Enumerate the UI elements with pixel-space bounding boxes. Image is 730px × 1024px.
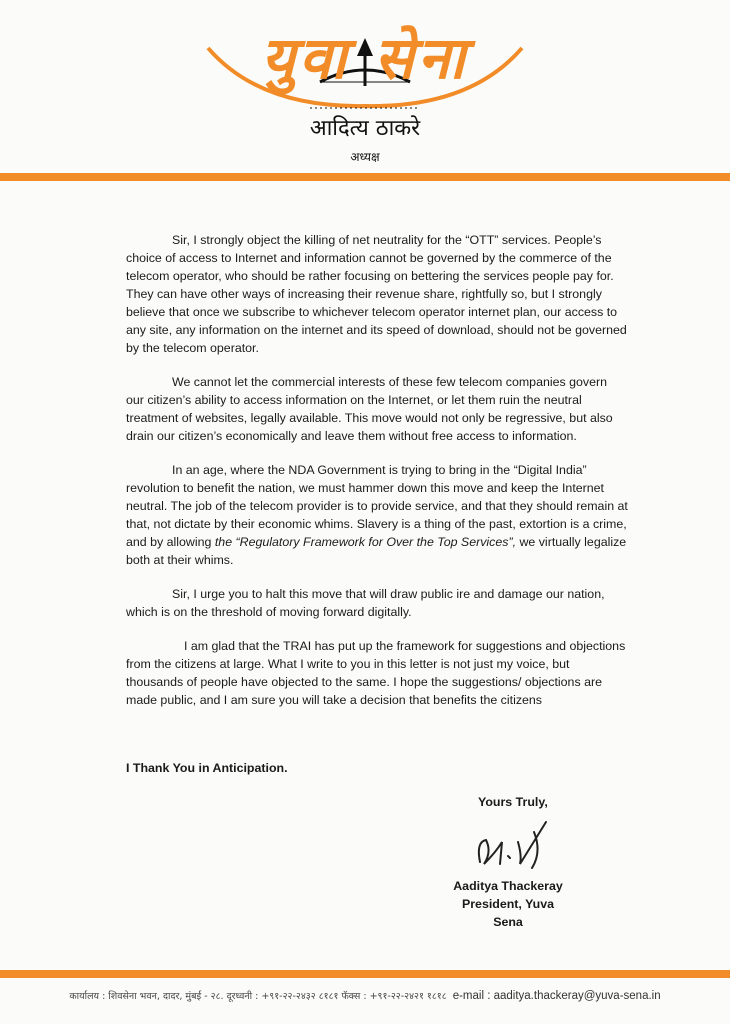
paragraph-1: Sir, I strongly object the killing of net neutrality for the “OTT” services. People’s choice of access to Internet and information cannot be governed by the commerce of the telecom operator, who should be rather focusing on bettering the services people pay for. They can have other ways of increasing their revenue share, rightfully so, but I strongly believe that once we subscribe to whichever telecom operator internet plan, our access to any site, any information on the internet and its speed of download, should not be governed by the telecom operator. (126, 233, 627, 355)
signer-block (446, 877, 570, 931)
footer-address: कार्यालय : शिवसेना भवन, दादर, मुंबई - २८. दूरध्वनी : +९१-२२-२४३२ ८१८१ फॅक्स : +९१-२२-२४२१ १८१८ (69, 991, 447, 1002)
footer-email: e-mail : aaditya.thackeray@yuva-sena.in (452, 990, 661, 1002)
letter-body (126, 231, 628, 725)
top-divider (0, 173, 730, 181)
paragraph-3 (126, 461, 628, 569)
paragraph-3-italic: the “Regulatory Framework for Over the Top Services”, (214, 535, 517, 549)
letterhead-name: आदित्य ठाकरे (309, 116, 421, 141)
letterhead (0, 0, 730, 190)
footer (0, 989, 730, 1002)
thanks-line: I Thank You in Anticipation. (126, 761, 288, 775)
logo-text: युवा सेना (261, 24, 469, 92)
yuva-sena-logo (200, 8, 530, 108)
paragraph-3-text: In an age, where the NDA Government is trying to bring in the “Digital India” revolution to benefit the nation, we must hammer down this move and keep the Internet neutral. The job of the telecom provider is to provide service, and that they should remain at that, not dictate by their economic whims. Slavery is a thing of the past, extortion is a crime, and by allowing (126, 463, 628, 549)
signer-name: Aaditya Thackeray (453, 879, 563, 893)
letterhead-title: अध्यक्ष (350, 150, 380, 164)
signature (462, 812, 572, 880)
signer-title: President, Yuva Sena (461, 897, 555, 929)
bottom-divider (0, 970, 730, 978)
closing: Yours Truly, (478, 795, 548, 809)
paragraph-3-end: we virtually legalize both at their whims. (126, 535, 627, 567)
paragraph-5: I am glad that the TRAI has put up the framework for suggestions and objections from the citizens at large. What I write to you in this letter is not just my voice, but thousands of people have objected to the same. I hope the suggestions/ objections are made public, and I am sure you will take a decision that benefits the citizens (126, 639, 626, 707)
paragraph-2: We cannot let the commercial interests of these few telecom companies govern our citizen’s ability to access information on the Internet, or let them ruin the neutral treatment of websites, legally available. This move would not only be regressive, but also drain our citizen’s economically and leave them without free access to information. (126, 375, 613, 443)
paragraph-4: Sir, I urge you to halt this move that will draw public ire and damage our nation, which is on the threshold of moving forward digitally. (126, 587, 605, 619)
